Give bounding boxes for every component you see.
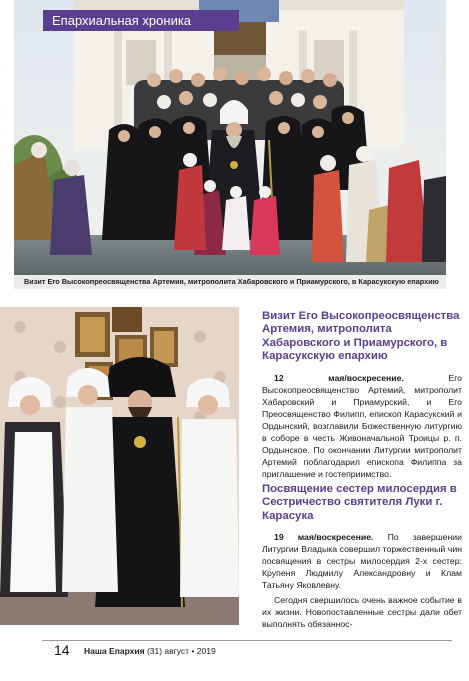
photo-caption: Визит Его Высокопреосвященства Артемия, митрополита Хабаровского и Приамурского, в Карасукскую епархию [14,275,446,289]
article2-date: 19 мая/воскресение. [274,532,374,542]
sisters-photo [0,307,239,625]
footer-magazine [84,646,216,656]
article1-text: Его Высокопреосвященство Артемий, митрополит Хабаровский и Приамурский, и Его Преосвященство Филипп, епископ Карасукский и Ордынский, возглавили Божественную литургию в соборе в честь Живоначальной Троицы р. п. Ордынское. По окончании Литургии митрополит Артемий поблагодарил епископа Филиппа за приглашение и гостеприимство. [262,373,462,479]
article2-heading: Посвящение сестер милосердия в Сестричество святителя Луки г. Карасука [262,483,457,522]
article2-body2: Сегодня свершилось очень важное событие в их жизни. Новопоставленные сестры дали обет выполнять обязаннос- [262,595,462,629]
issue-label: (31) август [146,646,190,656]
article1-heading: Визит Его Высокопреосвященства Артемия, митрополита Хабаровского и Приамурского, в Карасукскую епархию [262,310,460,363]
article2-body [262,531,462,591]
footer-year: 2019 [196,646,216,656]
article1-date: 12 мая/воскресение. [274,373,404,383]
page-number: 14 [54,642,70,658]
article1-body [262,372,462,480]
section-title-bar: Епархиальная хроника [43,10,239,31]
article2-text: По завершении Литургии Владыка совершил торжественный чин посвящения в сестры милосердия 2-х сестер: Крупеня Людмилу Александровну и Клам Татьяну Яковлевну. [262,532,463,590]
magazine-title: Наша Епархия [84,646,145,656]
group-photo [14,0,446,276]
footer-divider [42,640,452,641]
footer-bullet: • [191,646,195,656]
